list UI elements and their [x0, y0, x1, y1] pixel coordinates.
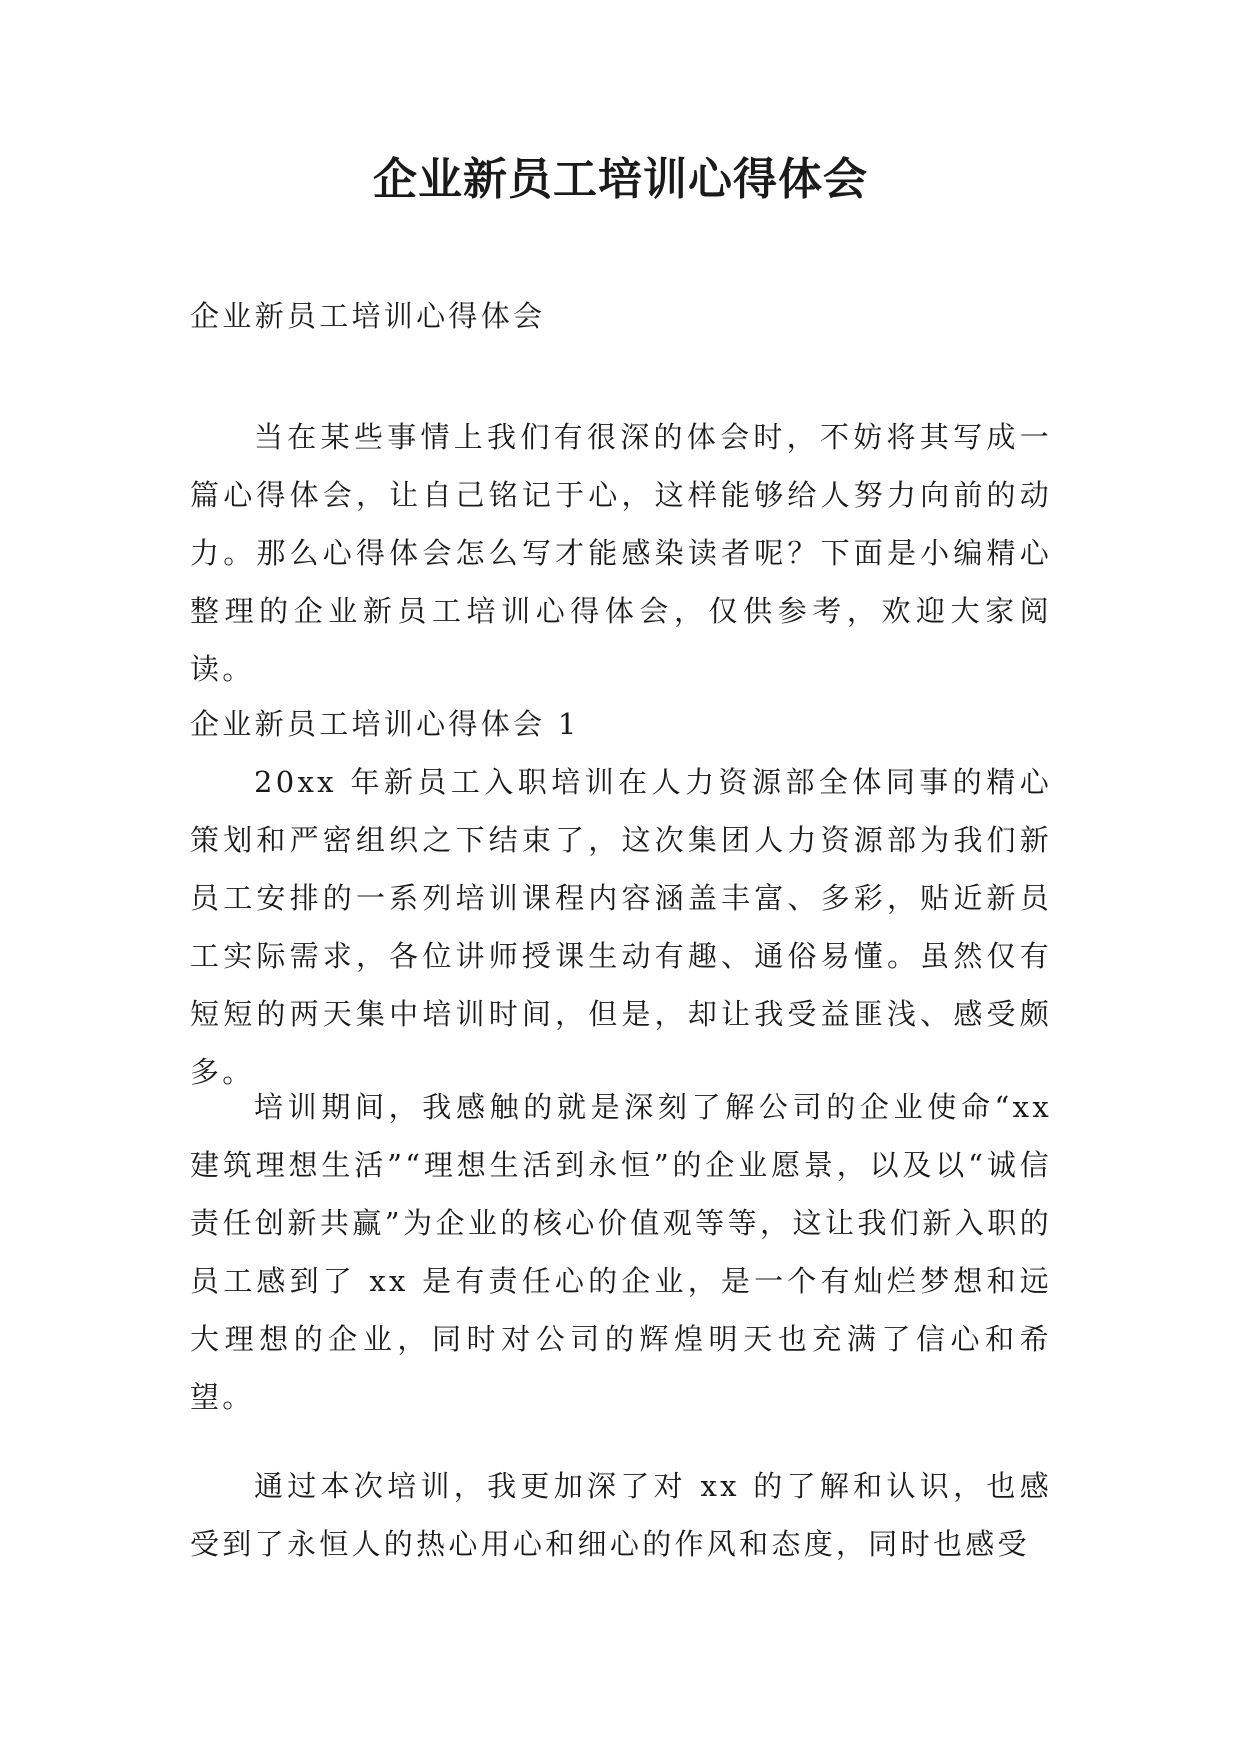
section-heading: 企业新员工培训心得体会 1 — [190, 707, 580, 741]
document-title: 企业新员工培训心得体会 — [373, 154, 868, 205]
body-paragraph-1: 20xx 年新员工入职培训在人力资源部全体同事的精心策划和严密组织之下结束了，这次集团人力资源部为我们新员工安排的一系列培训课程内容涵盖丰富、多彩，贴近新员工实际需求，各位讲师授课生动有趣、通俗易懂。虽然仅有短短的两天集中培训时间，但是，却让我受益匪浅、感受颇多。 — [190, 765, 1052, 1089]
body-paragraph-2: 培训期间，我感触的就是深刻了解公司的企业使命“xx 建筑理想生活”“理想生活到永恒”的企业愿景，以及以“诚信责任创新共赢”为企业的核心价值观等等，这让我们新入职的员工感到了 xx 是有责任心的企业，是一个有灿烂梦想和远大理想的企业，同时对公司的辉煌明天也充满了信心和希望。 — [190, 1090, 1052, 1414]
body-paragraph-3: 通过本次培训，我更加深了对 xx 的了解和认识，也感受到了永恒人的热心用心和细心的作风和态度，同时也感受 — [190, 1469, 1052, 1561]
document-subtitle: 企业新员工培训心得体会 — [190, 299, 546, 333]
intro-paragraph: 当在某些事情上我们有很深的体会时，不妨将其写成一篇心得体会，让自己铭记于心，这样能够给人努力向前的动力。那么心得体会怎么写才能感染读者呢？下面是小编精心整理的企业新员工培训心得体会，仅供参考，欢迎大家阅读。 — [190, 420, 1052, 686]
